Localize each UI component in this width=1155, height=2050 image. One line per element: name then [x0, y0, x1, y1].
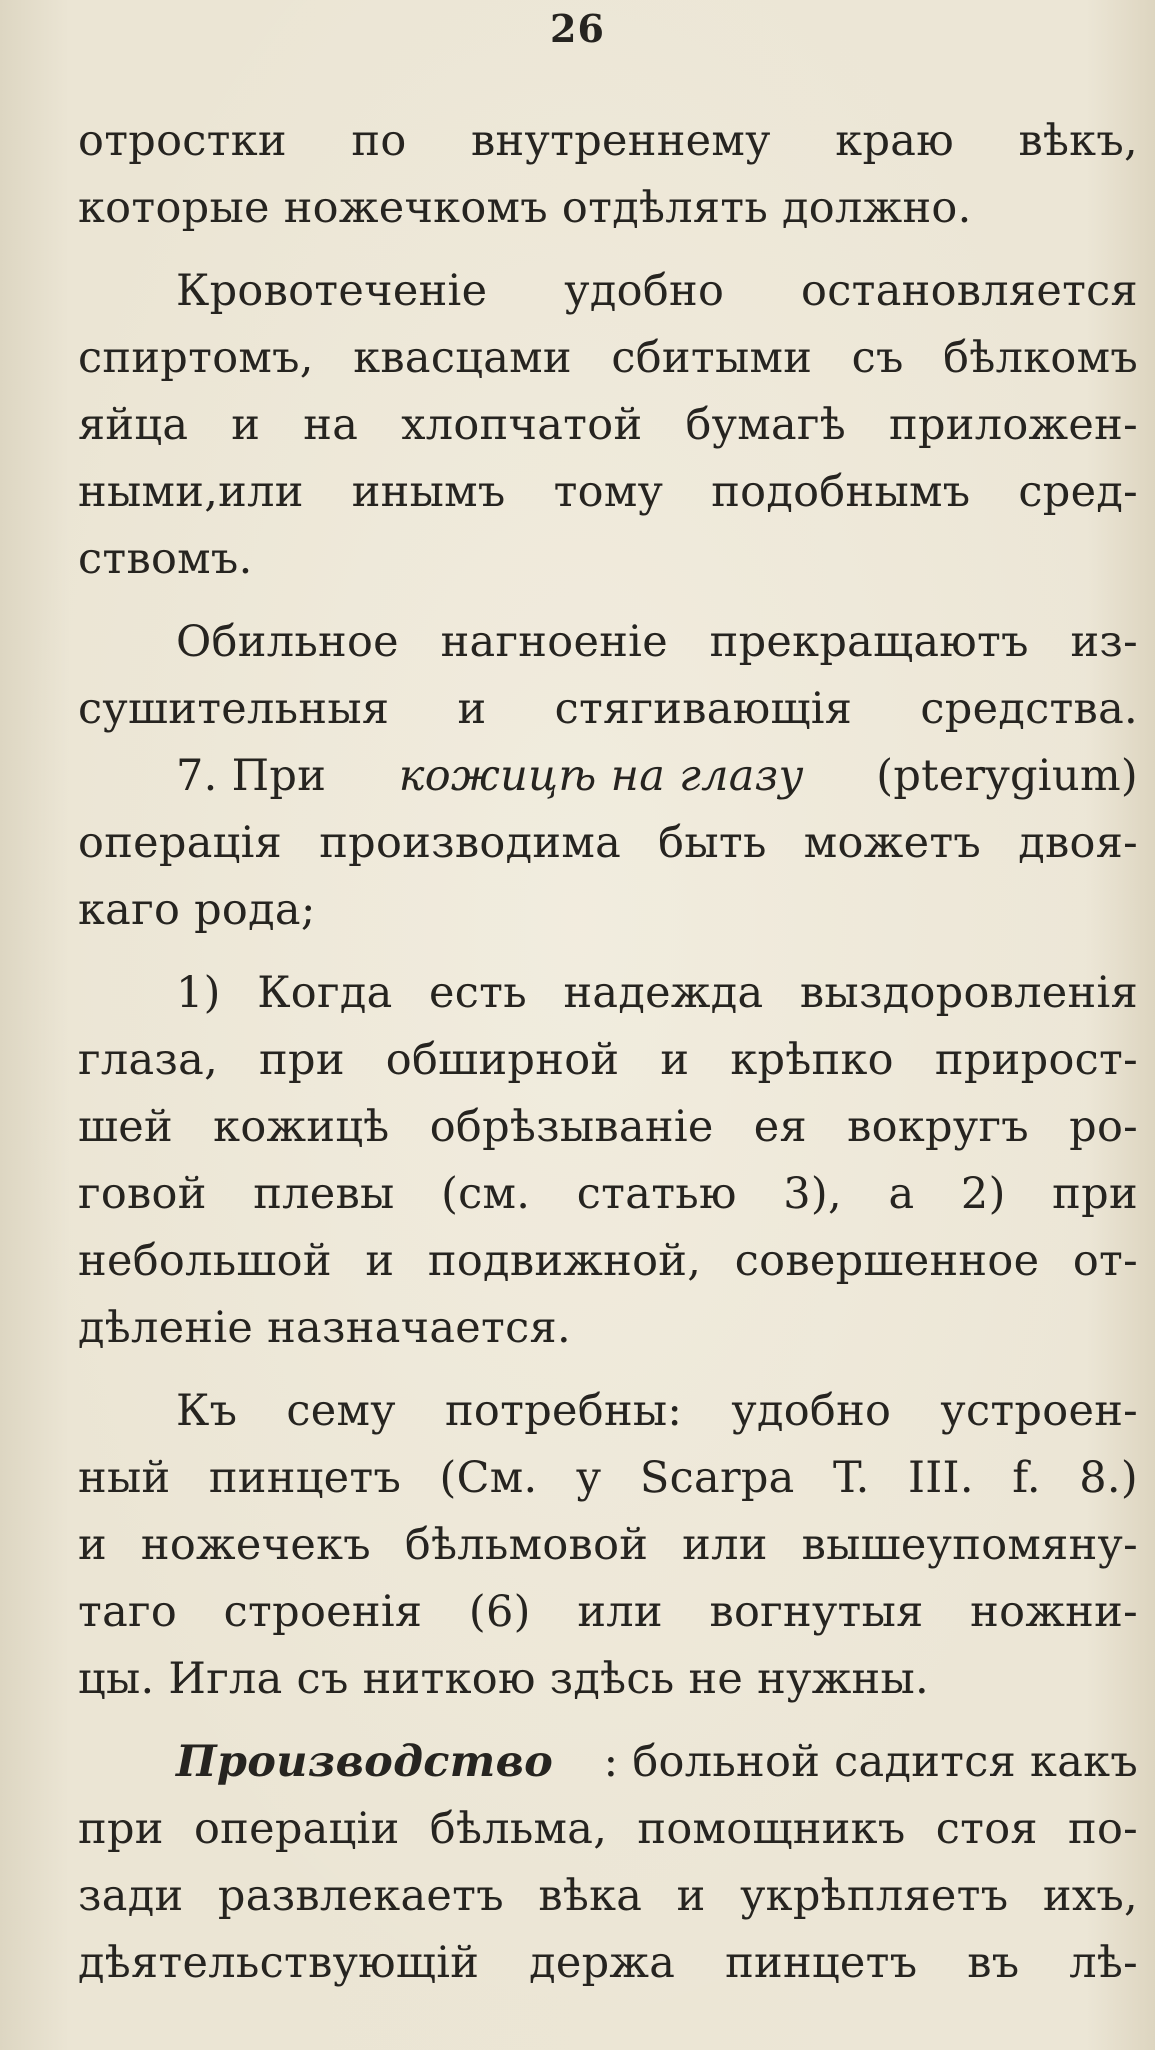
word: съ [851, 333, 904, 383]
text-line [78, 1094, 1138, 1161]
text-line [78, 743, 1138, 810]
word: и [457, 684, 487, 734]
word: 1) [176, 968, 221, 1018]
word: на [303, 400, 359, 450]
text-segment: (pterygium) [876, 751, 1138, 801]
word: и [365, 1236, 395, 1286]
word: средства. [920, 684, 1138, 734]
word: ножечекъ [140, 1520, 371, 1570]
word: при [1052, 1169, 1138, 1219]
text-line: которые ножечкомъ отдѣлять должно. [78, 183, 972, 233]
word: подвижной, [427, 1236, 702, 1286]
text-line [78, 1796, 1138, 1863]
text-line [78, 1161, 1138, 1228]
word: можетъ [803, 818, 982, 868]
word: при [259, 1035, 345, 1085]
text-line: цы. Игла съ ниткою здѣсь не нужны. [78, 1654, 930, 1704]
word: сушительныя [78, 684, 390, 734]
word: вокругъ [847, 1102, 1029, 1152]
word: быть [658, 818, 767, 868]
text-line [78, 325, 1138, 392]
word: вогнутыя [709, 1587, 924, 1637]
text-line [78, 609, 1138, 676]
word: 3), [783, 1169, 842, 1219]
word: ихъ, [1042, 1871, 1138, 1921]
word: или [577, 1587, 663, 1637]
word: ножни- [970, 1587, 1138, 1637]
word: сбитыми [611, 333, 813, 383]
word: f. [1012, 1453, 1041, 1503]
word: выздоровленія [799, 968, 1138, 1018]
word: и [78, 1520, 107, 1570]
word: от- [1072, 1236, 1138, 1286]
word: стоя [935, 1804, 1038, 1854]
word: вышеупомяну- [801, 1520, 1138, 1570]
word: внутреннему [471, 116, 771, 166]
word: развлекаетъ [217, 1871, 504, 1921]
word: нагноеніе [440, 617, 668, 667]
word: 8.) [1079, 1453, 1138, 1503]
word: краю [835, 116, 954, 166]
word: при [78, 1804, 164, 1854]
word: производима [319, 818, 622, 868]
word: надежда [563, 968, 764, 1018]
word: спиртомъ, [78, 333, 314, 383]
text-line: ствомъ. [78, 534, 253, 584]
word: по- [1068, 1804, 1138, 1854]
word: дѣятельствующій [78, 1938, 480, 1988]
word: удобно [564, 266, 725, 316]
word: остановляется [801, 266, 1138, 316]
word: операціи [193, 1804, 400, 1854]
word: бѣльма, [429, 1804, 608, 1854]
word: лѣ- [1069, 1938, 1138, 1988]
word: кожицѣ [213, 1102, 390, 1152]
text-line [78, 1729, 1138, 1796]
body-text [78, 108, 1138, 1997]
word: есть [429, 968, 527, 1018]
word: потребны: [444, 1386, 683, 1436]
word: (См. [439, 1453, 538, 1503]
word: III. [907, 1453, 974, 1503]
word: крѣпко [730, 1035, 894, 1085]
text-line: дѣленіе назначается. [78, 1303, 571, 1353]
word: Когда [257, 968, 393, 1018]
word: Къ [176, 1386, 238, 1436]
text-line [78, 1027, 1138, 1094]
text-line [78, 676, 1138, 743]
word: говой [78, 1169, 207, 1219]
text-line [78, 392, 1138, 459]
word: зади [78, 1871, 184, 1921]
word: тому [553, 467, 664, 517]
word: помощникъ [637, 1804, 906, 1854]
word: приложен- [888, 400, 1138, 450]
text-segment: : больной садится какъ [603, 1737, 1138, 1787]
word: инымъ [351, 467, 506, 517]
text-line [78, 108, 1138, 175]
word: (см. [441, 1169, 531, 1219]
word: прекращаютъ [709, 617, 1029, 667]
word: пинцетъ [725, 1938, 918, 1988]
text-line [78, 1445, 1138, 1512]
word: яйца [78, 400, 189, 450]
text-segment: 7. При [176, 751, 327, 801]
word: и [660, 1035, 690, 1085]
text-line [78, 1228, 1138, 1295]
word: глаза, [78, 1035, 219, 1085]
word: квасцами [353, 333, 572, 383]
word: а [888, 1169, 915, 1219]
text-line [78, 960, 1138, 1027]
word: подобнымъ [711, 467, 971, 517]
word: прирост- [934, 1035, 1138, 1085]
emphasized-term: кожицѣ на глазу [398, 751, 804, 801]
word: бѣльмовой [404, 1520, 649, 1570]
word: или [682, 1520, 768, 1570]
text-line [78, 810, 1138, 877]
word: небольшой [78, 1236, 332, 1286]
word: Scarpa [639, 1453, 795, 1503]
word: ро- [1069, 1102, 1138, 1152]
word: из- [1070, 617, 1138, 667]
word: вѣка [538, 1871, 643, 1921]
word: статью [576, 1169, 737, 1219]
text-line [78, 1512, 1138, 1579]
word: сред- [1018, 467, 1138, 517]
text-line [78, 1863, 1138, 1930]
word: удобно [731, 1386, 892, 1436]
word: ными,или [78, 467, 304, 517]
text-line [78, 459, 1138, 526]
word: плевы [253, 1169, 395, 1219]
word: ея [753, 1102, 807, 1152]
word: T. [832, 1453, 870, 1503]
word: держа [529, 1938, 676, 1988]
word: укрѣпляетъ [740, 1871, 1009, 1921]
word: Кровотеченіе [176, 266, 488, 316]
word: совершенное [734, 1236, 1040, 1286]
word: по [351, 116, 407, 166]
word: двоя- [1018, 818, 1138, 868]
text-line [78, 1930, 1138, 1997]
word: ный [78, 1453, 171, 1503]
word: Обильное [176, 617, 399, 667]
word: хлопчатой [401, 400, 643, 450]
text-line [78, 258, 1138, 325]
word: бѣлкомъ [943, 333, 1138, 383]
word: стягивающія [554, 684, 853, 734]
word: таго [78, 1587, 178, 1637]
word: у [575, 1453, 602, 1503]
word: вѣкъ, [1018, 116, 1138, 166]
text-line [78, 1579, 1138, 1646]
word: строенія [223, 1587, 423, 1637]
word: операція [78, 818, 283, 868]
word: сему [286, 1386, 396, 1436]
word: въ [967, 1938, 1020, 1988]
text-line: каго рода; [78, 885, 316, 935]
word: обрѣзываніе [429, 1102, 714, 1152]
word: обширной [385, 1035, 620, 1085]
word: 2) [960, 1169, 1006, 1219]
word: пинцетъ [208, 1453, 402, 1503]
word: (6) [468, 1587, 531, 1637]
word: устроен- [940, 1386, 1138, 1436]
emphasized-term: Производство [176, 1737, 554, 1787]
word: и [676, 1871, 706, 1921]
word: и [231, 400, 261, 450]
word: шей [78, 1102, 173, 1152]
word: отростки [78, 116, 287, 166]
word: бумагѣ [685, 400, 846, 450]
page-number: 26 [550, 6, 605, 51]
text-line [78, 1378, 1138, 1445]
